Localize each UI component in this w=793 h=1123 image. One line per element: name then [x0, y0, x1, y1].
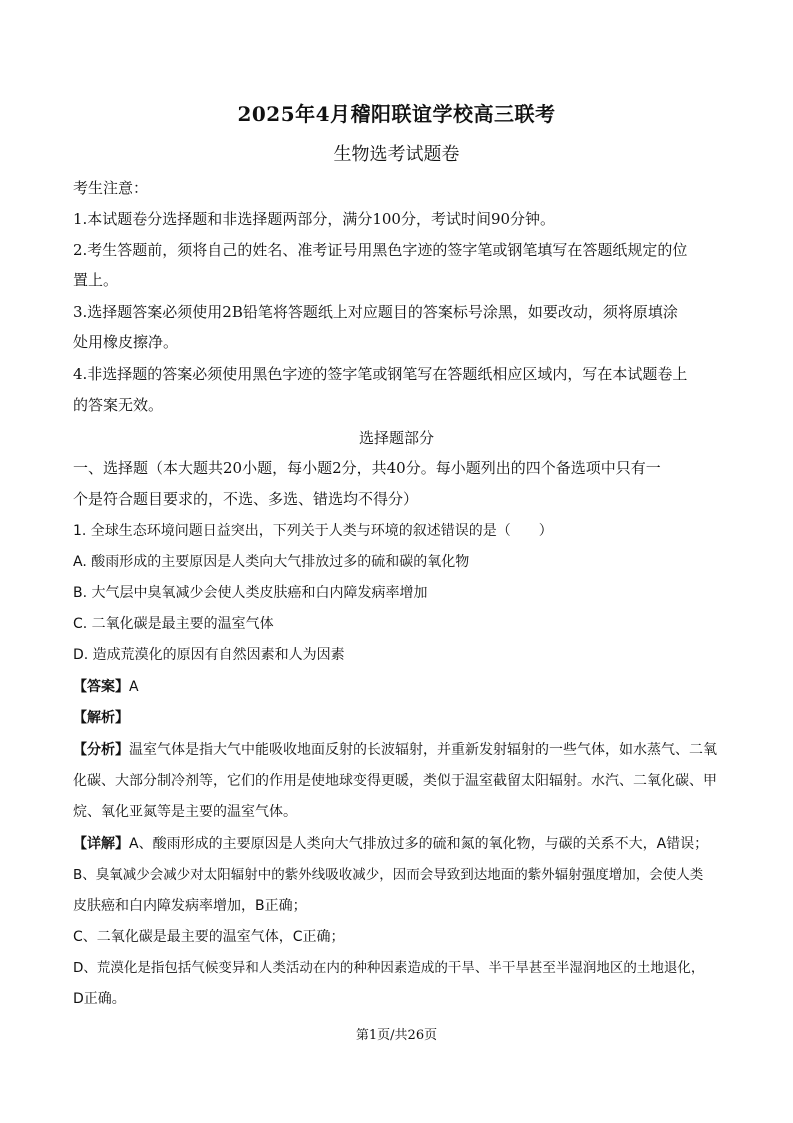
- fenxi-line-2: 化碳、大部分制冷剂等，它们的作用是使地球变得更暖，类似于温室截留太阳辐射。水汽、二氧化碳、甲: [73, 773, 717, 789]
- answer-value: A: [129, 679, 139, 695]
- answer-line: [73, 677, 725, 697]
- xiangjie-label: 【详解】: [73, 836, 129, 852]
- xiangjie-line-2: B、臭氧减少会减少对太阳辐射中的紫外线吸收减少，因而会导致到达地面的紫外辐射强度增加，会使人类: [73, 867, 704, 883]
- fenxi-text-1: 温室气体是指大气中能吸收地面反射的长波辐射，并重新发射辐射的一些气体，如水蒸气、二氧: [129, 742, 717, 758]
- question-1-option-a: A. 酸雨形成的主要原因是人类向大气排放过多的硫和碳的氧化物: [73, 554, 470, 570]
- xiangjie-line-1: [73, 834, 725, 854]
- notice-item-1: 1.本试题卷分选择题和非选择题两部分，满分100分，考试时间90分钟。: [73, 210, 556, 228]
- xiangjie-line-3: 皮肤癌和白内障发病率增加，B正确；: [73, 898, 307, 914]
- notice-item-4-line-1: 4.非选择题的答案必须使用黑色字迹的签字笔或钢笔写在答题纸相应区域内，写在本试题卷上: [73, 365, 688, 383]
- page-number: 第1页/共26页: [355, 1028, 438, 1043]
- xiangjie-line-6: D正确。: [73, 991, 126, 1007]
- notice-item-3-line-2: 处用橡皮擦净。: [73, 333, 179, 351]
- fenxi-line-1: [73, 740, 725, 760]
- exam-title: 2025年4月稽阳联谊学校高三联考: [237, 102, 556, 126]
- question-1-option-d: D. 造成荒漠化的原因有自然因素和人为因素: [73, 647, 345, 663]
- xiangjie-text-1: A、酸雨形成的主要原因是人类向大气排放过多的硫和氮的氧化物，与碳的关系不大，A错误；: [129, 836, 709, 852]
- exam-subtitle: 生物选考试题卷: [333, 144, 460, 165]
- section-heading: 选择题部分: [358, 429, 434, 447]
- question-1-stem: 1. 全球生态环境问题日益突出，下列关于人类与环境的叙述错误的是（ ）: [73, 523, 553, 539]
- question-1-option-b: B. 大气层中臭氧减少会使人类皮肤癌和白内障发病率增加: [73, 585, 428, 601]
- notice-heading: 考生注意：: [73, 179, 149, 197]
- xiangjie-line-5: D、荒漠化是指包括气候变异和人类活动在内的种种因素造成的干旱、半干旱甚至半湿润地区的土地退化，: [73, 960, 705, 976]
- section-intro-line-1: 一、选择题（本大题共20小题，每小题2分，共40分。每小题列出的四个备选项中只有一: [73, 459, 661, 477]
- analysis-label: 【解析】: [73, 710, 129, 726]
- notice-item-2-line-2: 置上。: [73, 271, 119, 289]
- notice-item-3-line-1: 3.选择题答案必须使用2B铅笔将答题纸上对应题目的答案标号涂黑，如要改动，须将原填涂: [73, 303, 678, 321]
- section-intro-line-2: 个是符合题目要求的，不选、多选、错选均不得分）: [73, 490, 419, 508]
- fenxi-label: 【分析】: [73, 742, 129, 758]
- fenxi-line-3: 烷、氧化亚氮等是主要的温室气体。: [73, 804, 297, 820]
- xiangjie-line-4: C、二氧化碳是最主要的温室气体，C正确；: [73, 929, 345, 945]
- answer-label: 【答案】: [73, 679, 129, 695]
- question-1-option-c: C. 二氧化碳是最主要的温室气体: [73, 616, 274, 632]
- notice-item-2-line-1: 2.考生答题前，须将自己的姓名、准考证号用黑色字迹的签字笔或钢笔填写在答题纸规定的位: [73, 241, 688, 259]
- notice-item-4-line-2: 的答案无效。: [73, 396, 164, 414]
